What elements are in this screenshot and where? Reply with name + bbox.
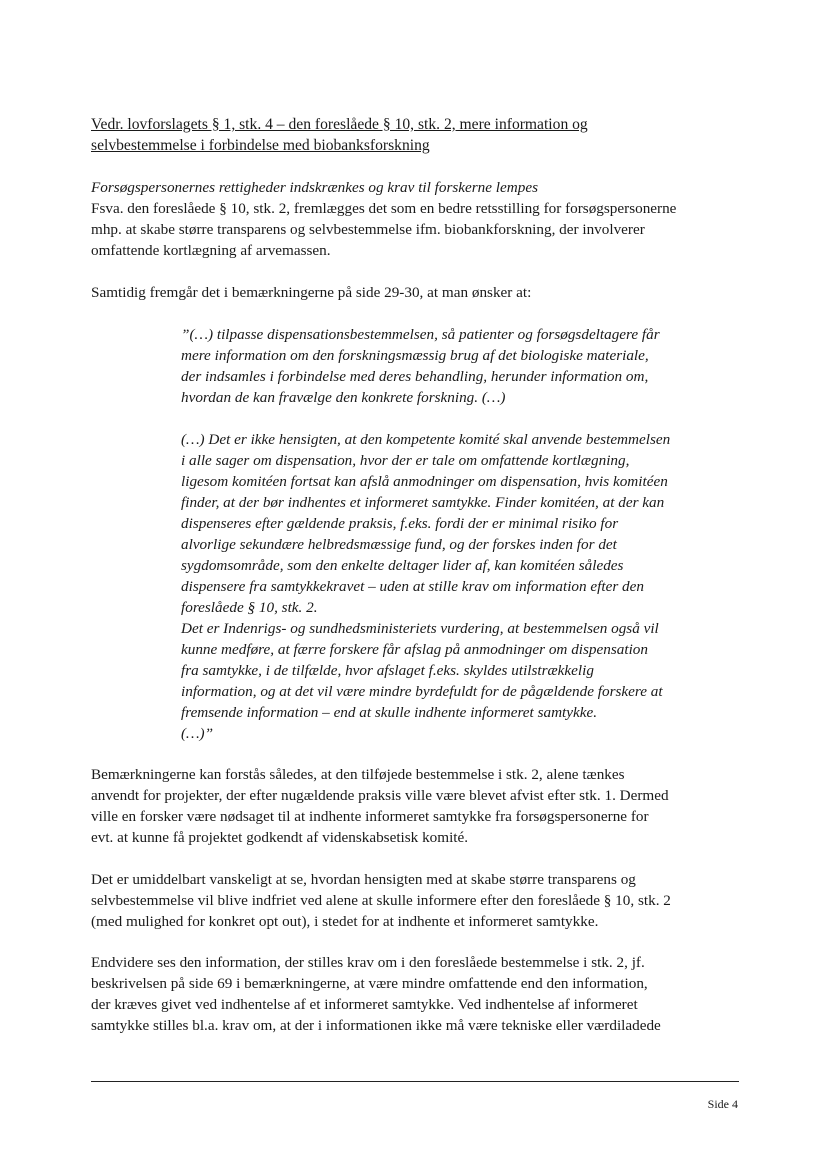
footer-divider — [91, 1081, 739, 1082]
text-line: omfattende kortlægning af arvemassen. — [91, 242, 331, 259]
text-line: Samtidig fremgår det i bemærkningerne på side 29-30, at man ønsker at: — [91, 284, 532, 301]
quote-line: mere information om den forskningsmæssig brug af det biologiske materiale, — [181, 347, 649, 364]
quote-line: kunne medføre, at færre forskere får afslag på anmodninger om dispensation — [181, 641, 648, 658]
quote-line: alvorlige sekundære helbredsmæssige fund, og der forskes inden for det — [181, 536, 617, 553]
quote-line: der indsamles i forbindelse med deres behandling, herunder information om, — [181, 368, 649, 385]
block-quote-second — [181, 429, 751, 744]
text-line: Fsva. den foreslåede § 10, stk. 2, fremlægges det som en bedre retsstilling for forsøgspersonerne — [91, 200, 677, 217]
text-line: Det er umiddelbart vanskeligt at se, hvordan hensigten med at skabe større transparens og — [91, 871, 636, 888]
paragraph-assessment — [91, 869, 756, 932]
quote-line: (…)” — [181, 725, 214, 742]
quote-line: fra samtykke, i de tilfælde, hvor afslaget f.eks. skyldes utilstrækkelig — [181, 662, 594, 679]
quote-line: Det er Indenrigs- og sundhedsministeriets vurdering, at bestemmelsen også vil — [181, 620, 659, 637]
title-line: Vedr. lovforslagets § 1, stk. 4 – den foreslåede § 10, stk. 2, mere information og — [91, 116, 588, 133]
text-line: selvbestemmelse vil blive indfriet ved alene at skulle informere efter den foreslåede § 10, stk. 2 — [91, 892, 671, 909]
quote-line: foreslåede § 10, stk. 2. — [181, 599, 318, 616]
text-line: samtykke stilles bl.a. krav om, at der i informationen ikke må være tekniske eller værdiladede — [91, 1017, 661, 1034]
text-line: (med mulighed for konkret opt out), i stedet for at indhente et informeret samtykke. — [91, 913, 599, 930]
title-line: selvbestemmelse i forbindelse med biobanksforskning — [91, 137, 430, 154]
quote-line: hvordan de kan fravælge den konkrete forskning. (…) — [181, 389, 506, 406]
paragraph-context — [91, 282, 756, 303]
quote-line: information, og at det vil være mindre byrdefuldt for de pågældende forskere at — [181, 683, 663, 700]
quote-line: dispenseres efter gældende praksis, f.eks. fordi der er minimal risiko for — [181, 515, 619, 532]
text-line: evt. at kunne få projektet godkendt af videnskabsetisk komité. — [91, 829, 469, 846]
text-line: der kræves givet ved indhentelse af et informeret samtykke. Ved indhentelse af informeret — [91, 996, 638, 1013]
text-line: Endvidere ses den information, der stilles krav om i den foreslåede bestemmelse i stk. 2, jf. — [91, 954, 645, 971]
quote-line: (…) Det er ikke hensigten, at den kompetente komité skal anvende bestemmelsen — [181, 431, 671, 448]
text-line: beskrivelsen på side 69 i bemærkningerne, at være mindre omfattende end den information, — [91, 975, 648, 992]
text-line: ville en forsker være nødsaget til at indhente informeret samtykke fra forsøgspersonerne for — [91, 808, 649, 825]
page-number: Side 4 — [707, 1097, 738, 1111]
quote-line: i alle sager om dispensation, hvor der er tale om omfattende kortlægning, — [181, 452, 630, 469]
block-quote-first — [181, 324, 751, 408]
paragraph-further — [91, 952, 756, 1036]
text-line: mhp. at skabe større transparens og selvbestemmelse ifm. biobankforskning, der involverer — [91, 221, 645, 238]
section-subheading: Forsøgspersonernes rettigheder indskrænkes og krav til forskerne lempes — [91, 179, 538, 196]
quote-line: ligesom komitéen fortsat kan afslå anmodninger om dispensation, hvis komitéen — [181, 473, 668, 490]
quote-line: finder, at der bør indhentes et informeret samtykke. Finder komitéen, at der kan — [181, 494, 665, 511]
quote-line: ”(…) tilpasse dispensationsbestemmelsen, så patienter og forsøgsdeltagere får — [181, 326, 660, 343]
text-line: anvendt for projekter, der efter nugældende praksis ville være blevet afvist efter stk. 1. Dermed — [91, 787, 669, 804]
text-line: Bemærkningerne kan forstås således, at den tilføjede bestemmelse i stk. 2, alene tænkes — [91, 766, 625, 783]
section-title — [91, 114, 751, 156]
paragraph-interpretation — [91, 764, 756, 848]
quote-line: sygdomsområde, som den enkelte deltager lider af, kan komitéen således — [181, 557, 624, 574]
paragraph-intro — [91, 198, 756, 261]
quote-line: dispensere fra samtykkekravet – uden at stille krav om information efter den — [181, 578, 644, 595]
quote-line: fremsende information – end at skulle indhente informeret samtykke. — [181, 704, 598, 721]
